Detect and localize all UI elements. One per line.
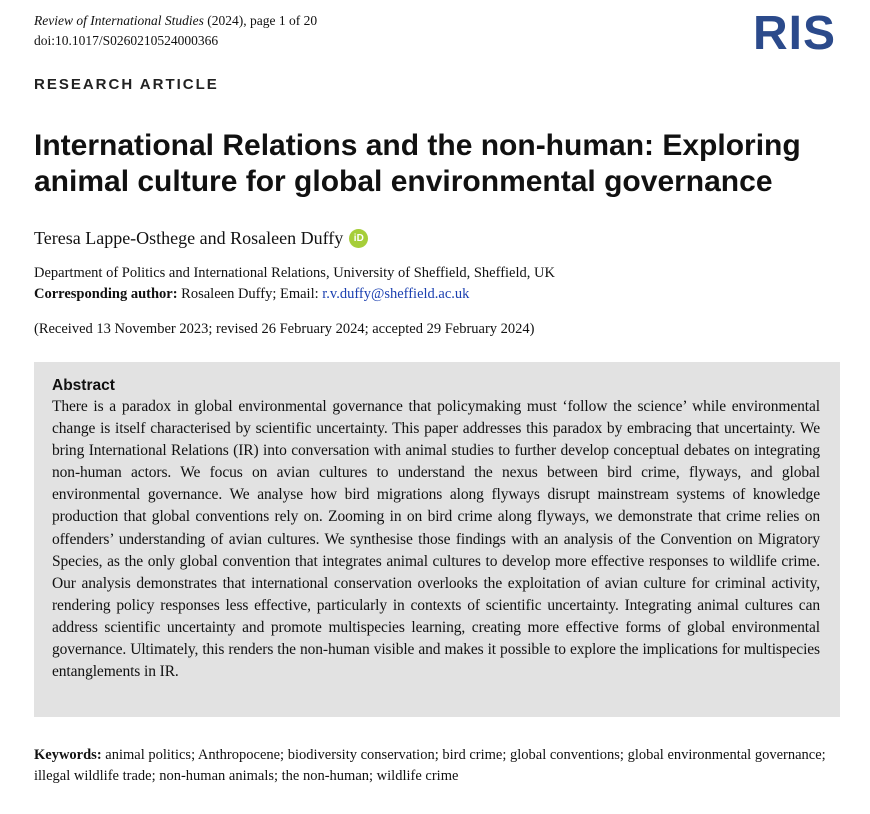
keywords-list: animal politics; Anthropocene; biodiversity conservation; bird crime; global conventions; global environmental governance; illegal wildlife trade; non-human animals; the non-human; wildlife crime: [34, 747, 826, 784]
corresponding-text: Rosaleen Duffy; Email:: [177, 286, 323, 302]
journal-logo: RIS: [753, 7, 837, 60]
article-title: International Relations and the non-human: Exploring animal culture for global environmental governance: [34, 129, 801, 198]
corresponding-label: Corresponding author:: [34, 286, 178, 302]
journal-citation: [34, 11, 317, 31]
abstract-heading: Abstract: [52, 377, 115, 394]
received-dates: (Received 13 November 2023; revised 26 February 2024; accepted 29 February 2024): [34, 321, 535, 337]
abstract-text: There is a paradox in global environmental governance that policymaking must ‘follow the science’ while environmental change is itself characterised by scientific uncertainty. This paper addresses this paradox by embracing that uncertainty. We bring International Relations (IR) into conversation with animal studies to further develop conceptual debates on integrating non-human actors. We focus on avian cultures to understand the nexus between bird crime, flyways, and global environmental governance. We analyse how bird migrations along flyways disrupt mainstream systems of knowledge production that global conventions rely on. Zooming in on bird crime along flyways, we demonstrate that crime relies on offenders’ understanding of avian cultures. We synthesise those findings with an analysis of the Convention on Migratory Species, as the only global convention that integrates animal cultures to develop more effective responses to wildlife crime. Our analysis demonstrates that international conservation overlooks the exploitation of avian culture for criminal activity, rendering policy responses less effective, particularly in contexts of scientific uncertainty. Integrating animal cultures can address scientific uncertainty and promote multispecies learning, creating more effective forms of global environmental governance. Ultimately, this renders the non-human visible and makes it possible to explore the implications for multispecies entanglements in IR.: [52, 398, 820, 681]
corresponding-author: [34, 284, 555, 305]
doi: doi:10.1017/S0260210524000366: [34, 33, 219, 48]
article-type: RESEARCH ARTICLE: [34, 76, 219, 93]
author-names: Teresa Lappe-Osthege and Rosaleen Duffy: [34, 228, 344, 248]
orcid-icon[interactable]: iD: [349, 229, 368, 248]
affiliation: Department of Politics and International Relations, University of Sheffield, Sheffield, UK: [34, 265, 555, 281]
affiliation-block: [34, 263, 555, 305]
keywords: [34, 745, 834, 786]
journal-name: Review of International Studies: [34, 13, 204, 28]
keywords-label: Keywords:: [34, 747, 102, 763]
authors-line: [34, 227, 368, 249]
abstract-box: [34, 362, 840, 717]
journal-header: [34, 11, 317, 51]
email-link[interactable]: r.v.duffy@sheffield.ac.uk: [322, 286, 470, 302]
journal-page-info: (2024), page 1 of 20: [203, 13, 318, 28]
